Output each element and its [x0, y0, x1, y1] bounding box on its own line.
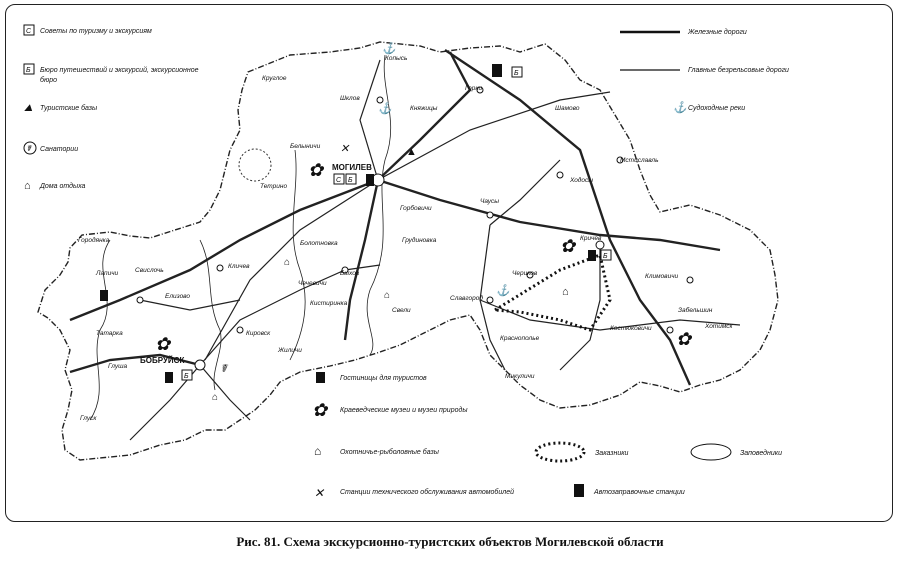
label-glusk: Глуск: [80, 415, 97, 422]
label-krugloe: Круглое: [262, 75, 287, 82]
label-klimovichi: Климовичи: [645, 273, 679, 280]
label-shklov: Шклов: [340, 95, 360, 102]
legend-councils: Советы по туризму и экскурсиям: [40, 28, 152, 35]
svg-text:Б: Б: [603, 253, 608, 260]
rest-home-icon-cherikov: ⌂: [562, 286, 569, 298]
hotel-icon-lapichi: [100, 290, 108, 301]
rivers: [90, 55, 391, 420]
museum-icon-kostyukovichi: ✿: [676, 329, 692, 349]
legend-railways: Железные дороги: [688, 29, 747, 36]
label-bolotnovka: Болотновка: [300, 240, 338, 247]
label-belynichi: Белыничи: [290, 143, 321, 150]
hunting-base-icon-klichev: ⌂: [284, 257, 291, 268]
legend-sanatoria: Санатории: [40, 146, 79, 153]
legend-service-stations: Станции технического обслуживания автомобилей: [340, 489, 514, 496]
label-tatarka: Татарка: [96, 330, 123, 337]
label-knyazhitsy: Княжицы: [410, 105, 438, 112]
label-slavgorod: Славгород: [450, 295, 483, 302]
label-shamovo: Шамово: [555, 105, 580, 112]
anchor-icon-kopys: ⚓: [382, 43, 396, 55]
svg-text:⚓: ⚓: [673, 102, 687, 114]
label-lapichi: Лапичи: [96, 270, 119, 277]
label-glusha: Глуша: [108, 363, 128, 370]
label-zabelyshin: Забельшин: [678, 307, 713, 314]
label-gorbovichi: Горбовичи: [400, 205, 432, 212]
legend-tourist-bases: Туристские базы: [40, 105, 98, 112]
label-tetrino: Тетрино: [260, 183, 288, 190]
svg-text:⌂: ⌂: [314, 444, 322, 458]
region-boundary: [38, 42, 778, 460]
legend-fuel-stations: Автозаправочные станции: [594, 489, 685, 496]
svg-text:Б: Б: [184, 373, 189, 380]
label-chechevichi: Чечевичи: [298, 280, 327, 287]
legend-reserves: Заказники: [595, 450, 629, 457]
label-khotimsk: Хотимск: [705, 323, 733, 330]
legend-museums: Краеведческие музеи и музеи природы: [340, 407, 468, 414]
svg-text:Б: Б: [514, 70, 519, 77]
service-station-icon-mogilev: ✕: [340, 143, 350, 155]
label-khodosy: Ходосы: [570, 177, 594, 184]
legend-highways: Главные безрельсовые дороги: [688, 67, 789, 74]
label-gorki: Горки: [465, 85, 483, 92]
svg-text:☤: ☤: [26, 144, 32, 153]
anchor-icon-shklov: ⚓: [378, 103, 392, 115]
svg-text:С: С: [336, 177, 342, 184]
label-kostyukovichi: Костюковичи: [610, 325, 652, 332]
legend-rest-homes: Дома отдыха: [40, 183, 86, 190]
svg-text:С: С: [26, 28, 32, 35]
label-gorodyanka: Городянка: [78, 237, 110, 244]
legend-hunting-bases: Охотничье-рыболовные базы: [340, 449, 439, 456]
label-kopys: Копысь: [385, 55, 408, 62]
label-svisloch: Свислочь: [135, 267, 164, 274]
hotel-icon-krichev: [588, 250, 596, 261]
label-bobruisk: БОБРУЙСК: [140, 356, 185, 365]
svg-text:⌂: ⌂: [24, 180, 31, 192]
hotel-icon-mogilev: [366, 174, 374, 186]
hunting-base-icon-bykhov: ⌂: [384, 290, 391, 301]
svg-text:Б: Б: [26, 67, 31, 74]
museum-icon-krichev: ✿: [560, 236, 576, 256]
legend-hotels: Гостиницы для туристов: [340, 375, 427, 382]
label-grudinovka: Грудиновка: [402, 237, 437, 244]
sanatorium-icon: ☤: [220, 363, 228, 375]
reserve-area: [495, 255, 610, 330]
label-zhilichi: Жиличи: [278, 347, 302, 354]
legend-bottom: [312, 372, 782, 500]
label-klichev: Кличев: [228, 263, 250, 270]
label-mikulichi: Микуличи: [505, 373, 535, 380]
hunting-base-icon-zhilichi: ⌂: [212, 392, 219, 403]
fuel-icon-gorki: [492, 64, 502, 77]
legend-bureau: Бюро путешествий и экскурсий, экскурсионное: [40, 67, 199, 74]
museum-icon-bobruisk: ✿: [155, 334, 171, 354]
svg-text:✿: ✿: [312, 400, 328, 420]
svg-text:✕: ✕: [314, 486, 325, 500]
label-chausy: Чаусы: [480, 198, 500, 205]
label-krasnopolye: Краснополье: [500, 335, 540, 342]
legend-top-left: [24, 25, 199, 192]
svg-text:Б: Б: [348, 177, 353, 184]
legend-top-right: [620, 28, 789, 114]
figure-caption: Рис. 81. Схема экскурсионно-туристских объектов Могилевской области: [236, 534, 664, 549]
label-krichev: Кричев: [580, 235, 602, 242]
label-mogilev: МОГИЛЕВ: [332, 163, 372, 172]
label-bykhov: Быхов: [340, 270, 360, 277]
anchor-icon-slavgorod: ⚓: [496, 285, 510, 297]
svg-text:⛰: ⛰: [24, 103, 33, 114]
legend-preserves: Заповедники: [740, 450, 782, 457]
hotel-icon-bobruisk: [165, 372, 173, 383]
label-elizovo: Елизово: [165, 293, 191, 300]
tent-icon: ▲: [406, 146, 417, 158]
label-kistirinka: Кистиринка: [310, 300, 348, 307]
label-mstislavl: Мстиславль: [620, 157, 659, 164]
legend-bureau-line2: бюро: [40, 77, 57, 84]
preserve-area: [239, 149, 271, 181]
legend-rivers: Судоходные реки: [688, 105, 746, 112]
label-cherikov: Чериков: [512, 270, 538, 277]
label-kirovsk: Кировск: [246, 330, 271, 337]
museum-icon-mogilev: ✿: [308, 160, 324, 180]
label-sveli: Свели: [392, 307, 411, 314]
